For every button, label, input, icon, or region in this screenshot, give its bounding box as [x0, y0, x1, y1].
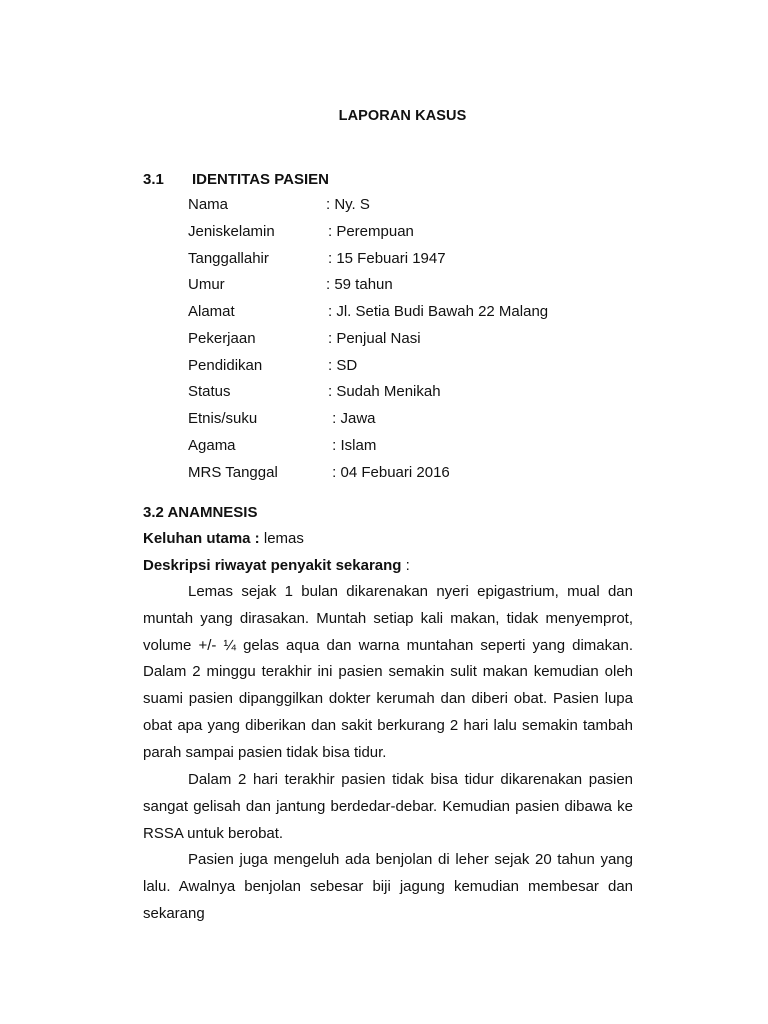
field-label: Umur	[188, 276, 225, 293]
field-value: : 59 tahun	[326, 276, 393, 293]
field-label: Tanggallahir	[188, 250, 269, 267]
field-value: : SD	[328, 357, 358, 374]
section-anamnesis-heading: 3.2 ANAMNESIS	[143, 504, 258, 521]
field-label: Pendidikan	[188, 357, 263, 374]
chief-complaint-value: lemas	[259, 530, 304, 547]
field-value: : Jl. Setia Budi Bawah 22 Malang	[328, 303, 549, 320]
document-title: LAPORAN KASUS	[338, 108, 467, 124]
section-number: 3.1	[143, 171, 164, 188]
field-label: Alamat	[188, 303, 235, 320]
history-paragraph-3: Pasien juga mengeluh ada benjolan di leher sejak 20 tahun yang lalu. Awalnya benjolan sebesar biji jagung kemudian membesar dan sekarang	[143, 851, 633, 922]
field-value: : 15 Febuari 1947	[328, 250, 446, 267]
field-label: Status	[188, 383, 231, 400]
field-value: : Sudah Menikah	[328, 383, 441, 400]
history-paragraph-2: Dalam 2 hari terakhir pasien tidak bisa tidur dikarenakan pasien sangat gelisah dan jantung berdedar-debar. Kemudian pasien dibawa ke RSSA untuk berobat.	[143, 771, 633, 842]
section-title: IDENTITAS PASIEN	[192, 171, 329, 188]
field-value: : 04 Febuari 2016	[328, 464, 450, 481]
field-value: : Perempuan	[328, 223, 414, 240]
field-label: Agama	[188, 437, 236, 454]
chief-complaint-label: Keluhan utama :	[143, 530, 260, 547]
field-value: : Ny. S	[326, 196, 370, 213]
field-value: : Jawa	[328, 410, 376, 427]
section-identity-heading	[143, 171, 329, 188]
field-value: : Islam	[328, 437, 377, 454]
chief-complaint-line	[143, 530, 304, 547]
history-heading-line	[143, 557, 410, 574]
field-label: Pekerjaan	[188, 330, 256, 347]
history-label: Deskripsi riwayat penyakit sekarang	[143, 557, 402, 574]
field-label: Etnis/suku	[188, 410, 258, 427]
field-label: MRS Tanggal	[188, 464, 278, 481]
history-paragraph-1: Lemas sejak 1 bulan dikarenakan nyeri epigastrium, mual dan muntah yang dirasakan. Muntah setiap kali makan, tidak menyemprot, volume +/- ¼ gelas aqua dan warna muntahan seperti yang dimakan. Dalam 2 minggu terakhir ini pasien semakin sulit makan kemudian oleh suami pasien dipanggilkan dokter kerumah dan diberi obat. Pasien lupa obat apa yang diberikan dan sakit berkurang 2 hari lalu semakin tambah parah sampai pasien tidak bisa tidur.	[143, 583, 633, 761]
history-suffix: :	[401, 557, 410, 574]
field-label: Jeniskelamin	[188, 223, 275, 240]
field-label: Nama	[188, 196, 229, 213]
field-value: : Penjual Nasi	[328, 330, 421, 347]
